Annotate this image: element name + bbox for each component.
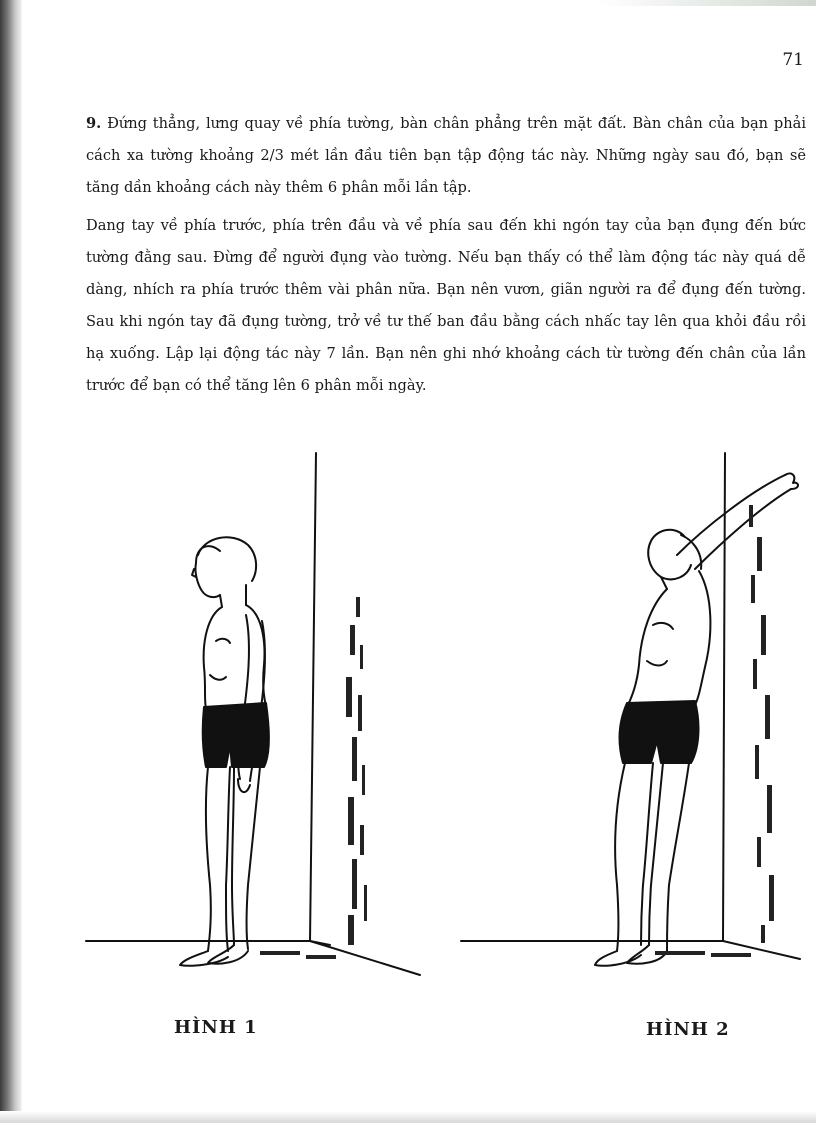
figure-1 [80,445,430,1005]
page-number: 71 [782,50,804,70]
page-top-edge [596,0,816,6]
exercise-paragraph-1 [86,108,806,204]
paragraph-1-text: Đứng thẳng, lưng quay về phía tường, bàn chân phẳng trên mặt đất. Bàn chân của bạn phải cách xa tường khoảng 2/3 mét lần đầu tiên bạn tập động tác này. Những ngày sau đó, bạn sẽ tăng dần khoảng cách này thêm 6 phân mỗi lần tập. [86,115,806,196]
figure-1-caption: HÌNH 1 [174,1017,258,1038]
exercise-paragraph-2: Dang tay về phía trước, phía trên đầu và về phía sau đến khi ngón tay của bạn đụng đến bức tường đằng sau. Đừng để người đụng vào tường. Nếu bạn thấy có thể làm động tác này quá dễ dàng, nhích ra phía trước thêm vài phân nữa. Bạn nên vươn, giãn người ra để đụng đến tường. Sau khi ngón tay đã đụng tường, trở về tư thế ban đầu bằng cách nhấc tay lên qua khỏi đầu rồi hạ xuống. Lập lại động tác này 7 lần. Bạn nên ghi nhớ khoảng cách từ tường đến chân của lần trước để bạn có thể tăng lên 6 phân mỗi ngày. [86,217,806,394]
man-standing-straight-illustration [80,445,430,1005]
figure-2 [455,445,805,1005]
man-reaching-back-to-wall-illustration [455,445,805,1005]
exercise-number: 9. [86,115,102,132]
figure-2-caption: HÌNH 2 [646,1019,730,1040]
book-spine-shadow [0,0,22,1123]
page-bottom-edge [0,1111,816,1123]
exercise-text [86,108,806,408]
